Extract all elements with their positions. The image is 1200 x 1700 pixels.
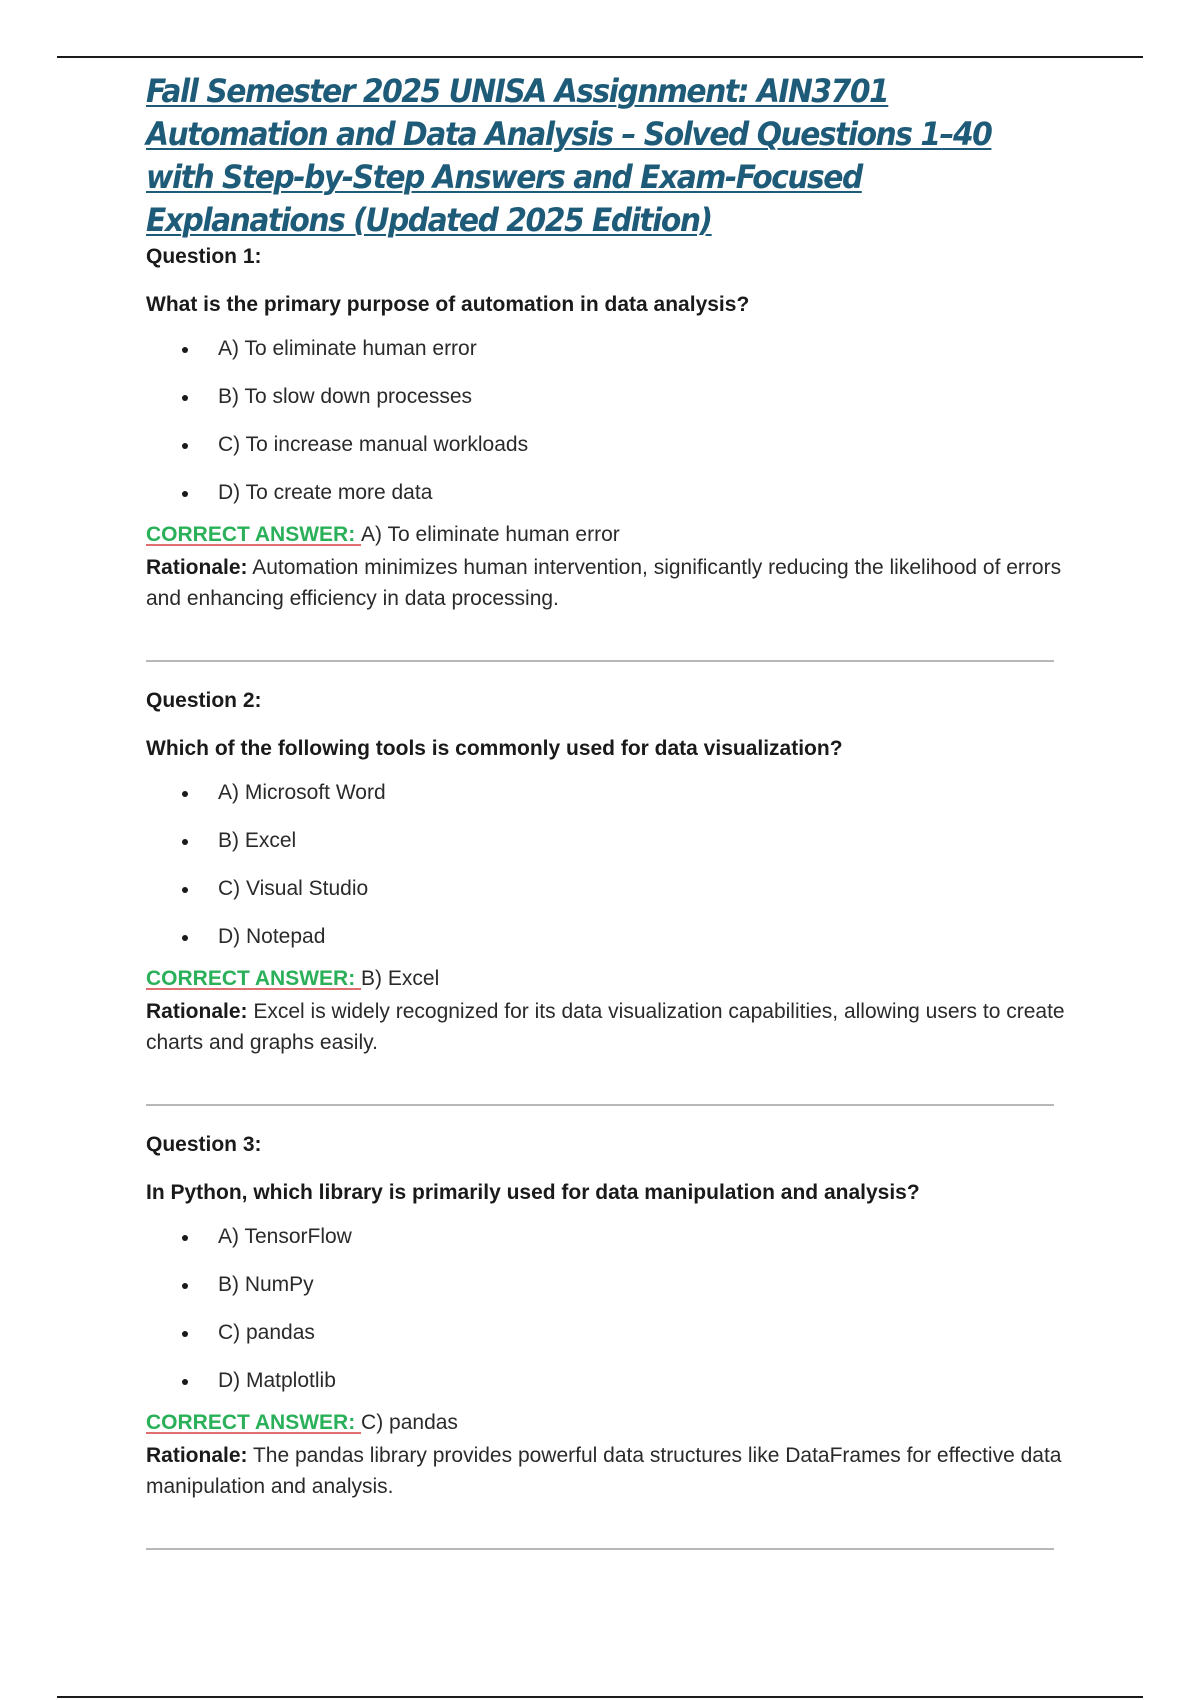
question-number: Question 3: (146, 1133, 262, 1156)
bullet-icon (182, 443, 188, 449)
question-text: Which of the following tools is commonly used for data visualization? (146, 737, 843, 760)
rationale-text: The pandas library provides powerful data structures like DataFrames for effective data manipulation and analysis. (146, 1444, 1062, 1498)
question-block (146, 688, 1066, 1058)
options-list (146, 1224, 1066, 1394)
option-item (146, 828, 1066, 854)
rationale-text: Automation minimizes human intervention, significantly reducing the likelihood of errors and enhancing efficiency in data processing. (146, 556, 1062, 610)
options-list (146, 780, 1066, 950)
option-item (146, 1272, 1066, 1298)
option-item (146, 1368, 1066, 1394)
option-label: C) Visual Studio (218, 877, 369, 900)
page-bottom-rule (57, 1696, 1143, 1698)
correct-answer (146, 966, 1066, 992)
bullet-icon (182, 395, 188, 401)
correct-answer-value: A) To eliminate human error (361, 523, 620, 546)
bullet-icon (182, 1235, 188, 1241)
bullet-icon (182, 839, 188, 845)
option-label: B) Excel (218, 829, 297, 852)
question-number: Question 1: (146, 245, 262, 268)
rationale-label: Rationale: (146, 556, 248, 579)
correct-answer (146, 1410, 1066, 1436)
option-label: B) NumPy (218, 1273, 314, 1296)
section-divider (146, 660, 1054, 662)
question-text: In Python, which library is primarily used for data manipulation and analysis? (146, 1181, 920, 1204)
option-item (146, 924, 1066, 950)
option-label: A) Microsoft Word (218, 781, 386, 804)
rationale-text: Excel is widely recognized for its data visualization capabilities, allowing users to create charts and graphs easily. (146, 1000, 1065, 1054)
option-item (146, 432, 1066, 458)
option-label: D) To create more data (218, 481, 433, 504)
options-list (146, 336, 1066, 506)
rationale-label: Rationale: (146, 1444, 248, 1467)
question-block (146, 244, 1066, 614)
option-label: D) Matplotlib (218, 1369, 336, 1392)
document-body (146, 70, 1066, 1550)
question-number: Question 2: (146, 689, 262, 712)
correct-answer-label: CORRECT ANSWER: (146, 1411, 362, 1434)
option-item (146, 480, 1066, 506)
correct-answer-label: CORRECT ANSWER: (146, 967, 362, 990)
rationale (146, 1440, 1066, 1502)
option-label: C) pandas (218, 1321, 315, 1344)
option-item (146, 336, 1066, 362)
correct-answer-value: B) Excel (361, 967, 440, 990)
correct-answer-value: C) pandas (361, 1411, 458, 1434)
rationale (146, 552, 1066, 614)
option-label: D) Notepad (218, 925, 326, 948)
section-divider (146, 1548, 1054, 1550)
document-title: Fall Semester 2025 UNISA Assignment: AIN3701 Automation and Data Analysis – Solved Questions 1–40 with Step-by-Step Answers and Exam-Focused Explanations (Updated 2025 Edition) (146, 72, 992, 239)
bullet-icon (182, 935, 188, 941)
bullet-icon (182, 1283, 188, 1289)
option-label: A) TensorFlow (218, 1225, 352, 1248)
correct-answer (146, 522, 1066, 548)
bullet-icon (182, 1379, 188, 1385)
question-text: What is the primary purpose of automation in data analysis? (146, 293, 750, 316)
option-item (146, 876, 1066, 902)
option-item (146, 1224, 1066, 1250)
question-block (146, 1132, 1066, 1502)
bullet-icon (182, 887, 188, 893)
correct-answer-label: CORRECT ANSWER: (146, 523, 362, 546)
option-label: A) To eliminate human error (218, 337, 477, 360)
rationale-label: Rationale: (146, 1000, 248, 1023)
option-item (146, 1320, 1066, 1346)
bullet-icon (182, 347, 188, 353)
rationale (146, 996, 1066, 1058)
option-label: B) To slow down processes (218, 385, 473, 408)
page-top-rule (57, 56, 1143, 58)
bullet-icon (182, 491, 188, 497)
bullet-icon (182, 791, 188, 797)
option-item (146, 780, 1066, 806)
option-item (146, 384, 1066, 410)
bullet-icon (182, 1331, 188, 1337)
option-label: C) To increase manual workloads (218, 433, 529, 456)
section-divider (146, 1104, 1054, 1106)
